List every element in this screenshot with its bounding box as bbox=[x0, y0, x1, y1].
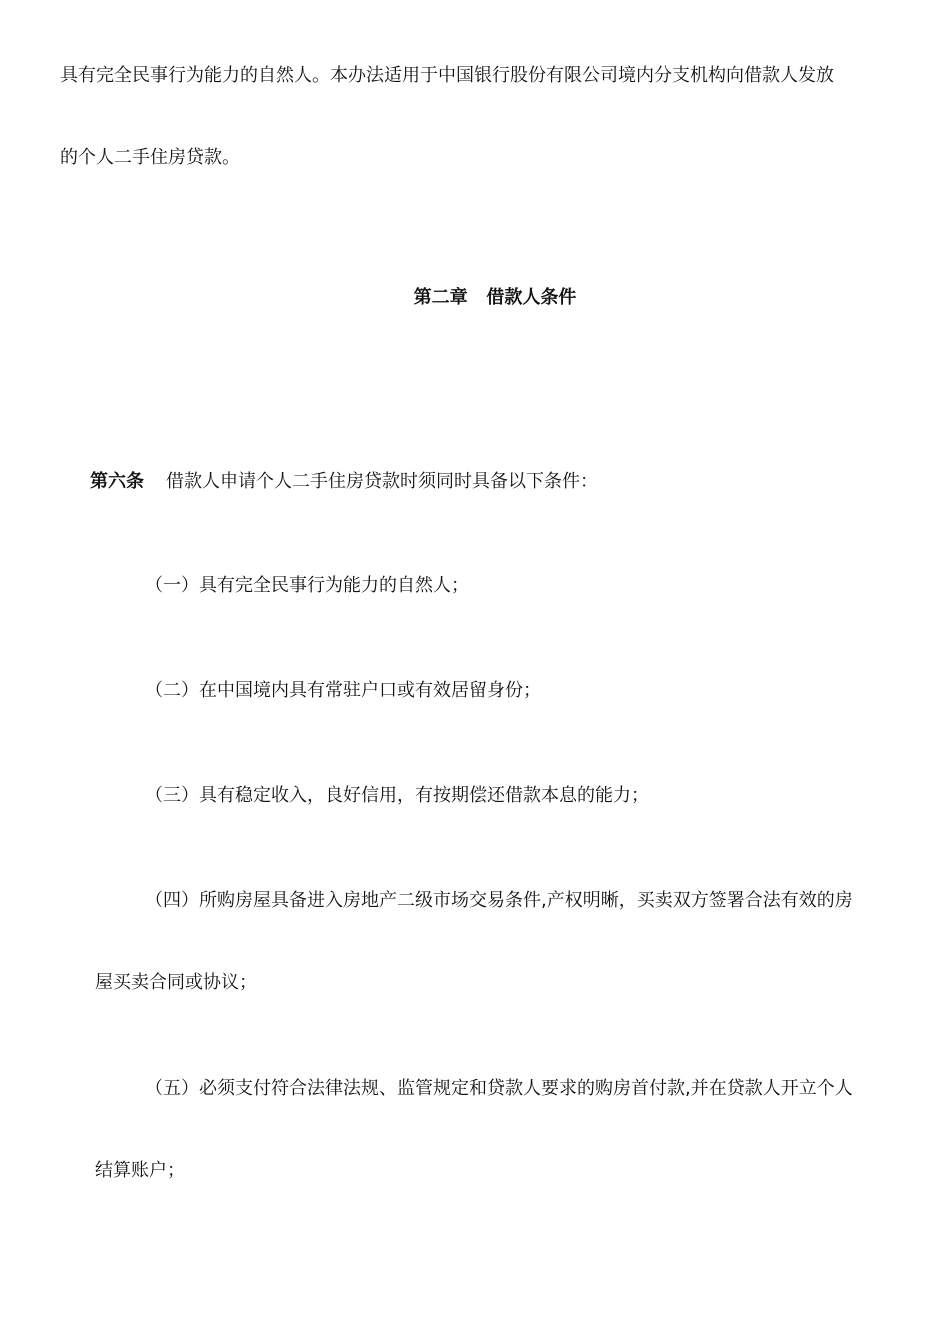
condition-4-line-1: （四）所购房屋具备进入房地产二级市场交易条件,产权明晰，买卖双方签署合法有效的房 bbox=[145, 890, 853, 911]
intro-line-1: 具有完全民事行为能力的自然人。本办法适用于中国银行股份有限公司境内分支机构向借款人发放 bbox=[60, 65, 834, 86]
condition-5-line-1: （五）必须支付符合法律法规、监管规定和贷款人要求的购房首付款,并在贷款人开立个人 bbox=[145, 1078, 853, 1099]
chapter-title: 第二章 借款人条件 bbox=[413, 287, 577, 308]
article-text: 借款人申请个人二手住房贷款时须同时具备以下条件： bbox=[166, 471, 598, 492]
condition-1: （一）具有完全民事行为能力的自然人； bbox=[145, 575, 469, 596]
condition-5-line-2: 结算账户； bbox=[95, 1160, 185, 1181]
condition-3: （三）具有稳定收入，良好信用，有按期偿还借款本息的能力； bbox=[145, 785, 649, 806]
article-six bbox=[90, 470, 598, 494]
article-label: 第六条 bbox=[90, 471, 144, 492]
intro-line-2: 的个人二手住房贷款。 bbox=[60, 147, 240, 168]
condition-4-line-2: 屋买卖合同或协议； bbox=[95, 972, 257, 993]
condition-2: （二）在中国境内具有常驻户口或有效居留身份； bbox=[145, 680, 541, 701]
